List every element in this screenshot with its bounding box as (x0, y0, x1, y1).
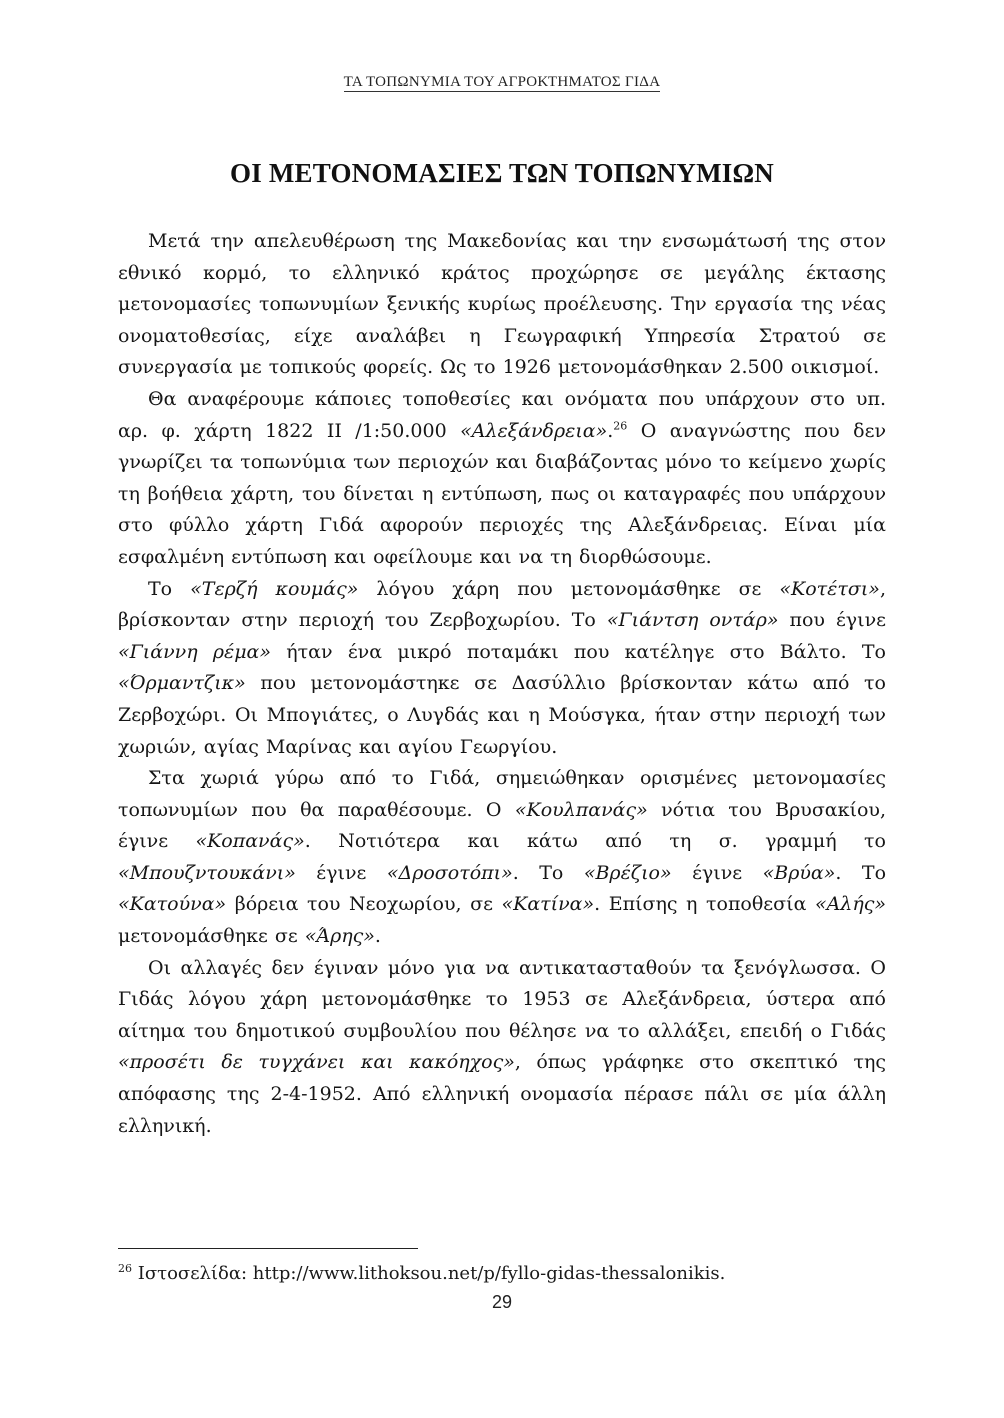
place-name-bouzntoukani: «Μπουζντουκάνι» (118, 861, 296, 884)
paragraph-3 (118, 574, 886, 764)
paragraph-4-text-c: νότια του Βρυσακίου, έγινε (118, 798, 886, 853)
paragraph-4 (118, 763, 886, 953)
page-number: 29 (491, 1292, 513, 1312)
paragraph-4-text-i: . Το (512, 861, 584, 884)
paragraph-4-text-o: βόρεια του Νεοχωρίου, σε (226, 893, 502, 916)
footnote-number: 26 (118, 1262, 132, 1275)
paragraph-2-text-d: Ο αναγνώστης που δεν γνωρίζει τα τοπωνύμια των περιοχών και διαβάζοντας μόνο το κείμενο χωρίς τη βοήθεια χάρτη, του δίνεται η εντύπωση, πως οι καταγραφές που υπάρχουν στο φύλλο χάρτη Γιδά αφορούν περιοχές της Αλεξάνδρειας. Είναι μία εσφαλμένη εντύπωση και οφείλουμε και να τη διορθώσουμε. (118, 419, 886, 568)
place-name-kopanas: «Κοπανάς» (195, 830, 305, 853)
paragraph-4-text-m: . Το (835, 861, 887, 884)
paragraph-3-text-a: Το (148, 577, 191, 600)
running-header (0, 74, 1004, 91)
paragraph-3-text-e: , βρίσκονταν στην περιοχή του Ζερβοχωρίου. Το (118, 577, 886, 632)
place-name-koulpanas: «Κουλπανάς» (514, 798, 648, 821)
footnote-text: Ιστοσελίδα: http://www.lithoksou.net/p/fyllo-gidas-thessalonikis. (132, 1263, 726, 1284)
place-name-drosotopi: «Δροσοτόπι» (386, 861, 513, 884)
paragraph-3-text-g: που έγινε (778, 609, 886, 632)
place-name-koterti: «Κοτέτσι» (779, 577, 880, 600)
footnote (118, 1262, 886, 1286)
paragraph-4-text-k: έγινε (671, 861, 763, 884)
paragraph-2-text-c: . (607, 419, 614, 442)
place-name-katina: «Κατίνα» (501, 893, 595, 916)
paragraph-4-text-e: . Νοτιότερα και κάτω από τη σ. γραμμή το (304, 830, 886, 853)
paragraph-5-text-a: Οι αλλαγές δεν έγιναν μόνο για να αντικατασταθούν τα ξενόγλωσσα. Ο Γιδάς λόγου χάρη μετονομάσθηκε το 1953 σε Αλεξάνδρεια, ύστερα από αίτημα του δημοτικού συμβουλίου που θέλησε να το αλλάξει, επειδή ο Γιδάς (118, 956, 886, 1042)
paragraph-5 (118, 953, 886, 1143)
paragraph-2-text-a: Θα αναφέρουμε κάποιες τοποθεσίες και ονόματα που υπάρχουν στο υπ. αρ. φ. χάρτη 1822 II /1:50.000 (118, 387, 886, 442)
place-name-giantsi-ontar: «Γιάντση οντάρ» (606, 609, 779, 632)
paragraph-4-text-q: . Επίσης η τοποθεσία (594, 893, 815, 916)
place-name-alis: «Αλής» (814, 893, 886, 916)
place-name-aris: «Άρης» (304, 925, 375, 948)
map-name-alexandreia: «Αλεξάνδρεια» (460, 419, 608, 442)
paragraph-4-text-s: μετονομάσθηκε σε (118, 925, 305, 948)
place-name-ormantzik: «Όρμαντζικ» (118, 672, 246, 695)
place-name-vrya: «Βρύα» (762, 861, 836, 884)
paragraph-3-text-k: που μετονομάστηκε σε Δασύλλιο βρίσκονταν κάτω από το Ζερβοχώρι. Οι Μπογιάτες, ο Λυγδάς και η Μούσγκα, ήταν στην περιοχή των χωριών, αγίας Μαρίνας και αγίου Γεωργίου. (118, 672, 886, 758)
paragraph-4-text-g: έγινε (295, 861, 387, 884)
place-name-katouna: «Κατούνα» (118, 893, 227, 916)
quote-council-decision: «προσέτι δε τυγχάνει και κακόηχος» (118, 1051, 515, 1074)
paragraph-4-text-u: . (374, 925, 381, 948)
paragraph-4-text-a: Στα χωριά γύρω από το Γιδά, σημειώθηκαν ορισμένες μετονομασίες τοπωνυμίων που θα παραθέσουμε. Ο (118, 767, 886, 821)
place-name-terzi-koumas: «Τερζή κουμάς» (190, 577, 359, 600)
running-header-text: ΤΑ ΤΟΠΩΝΥΜΙΑ ΤΟΥ ΑΓΡΟΚΤΗΜΑΤΟΣ ΓΙΔΑ (343, 74, 661, 90)
paragraph-2 (118, 384, 886, 574)
place-name-gianni-rema: «Γιάννη ρέμα» (118, 640, 272, 663)
chapter-title: ΟΙ ΜΕΤΟΝΟΜΑΣΙΕΣ ΤΩΝ ΤΟΠΩΝΥΜΙΩΝ (230, 158, 774, 188)
place-name-vrezio: «Βρέζιο» (583, 861, 672, 884)
paragraph-3-text-i: ήταν ένα μικρό ποταμάκι που κατέληγε στο Βάλτο. Το (271, 640, 886, 663)
paragraph-5-text-c: , όπως γράφηκε στο σκεπτικό της απόφασης της 2-4-1952. Από ελληνική ονομασία πέρασε πάλι σε μία άλλη ελληνική. (118, 1051, 886, 1137)
footnote-reference[interactable]: 26 (613, 419, 628, 433)
paragraph-3-text-c: λόγου χάρη που μετονομάσθηκε σε (358, 577, 780, 600)
body-text (118, 226, 886, 1142)
paragraph-1: Μετά την απελευθέρωση της Μακεδονίας και την ενσωμάτωσή της στον εθνικό κορμό, το ελληνικό κράτος προχώρησε σε μεγάλης έκτασης μετονομασίες τοπωνυμίων ξενικής κυρίως προέλευσης. Την εργασία της νέας ονοματοθεσίας, είχε αναλάβει η Γεωγραφική Υπηρεσία Στρατού σε συνεργασία με τοπικούς φορείς. Ως το 1926 μετονομάσθηκαν 2.500 οικισμοί. (118, 230, 886, 379)
footnote-divider (118, 1248, 418, 1249)
